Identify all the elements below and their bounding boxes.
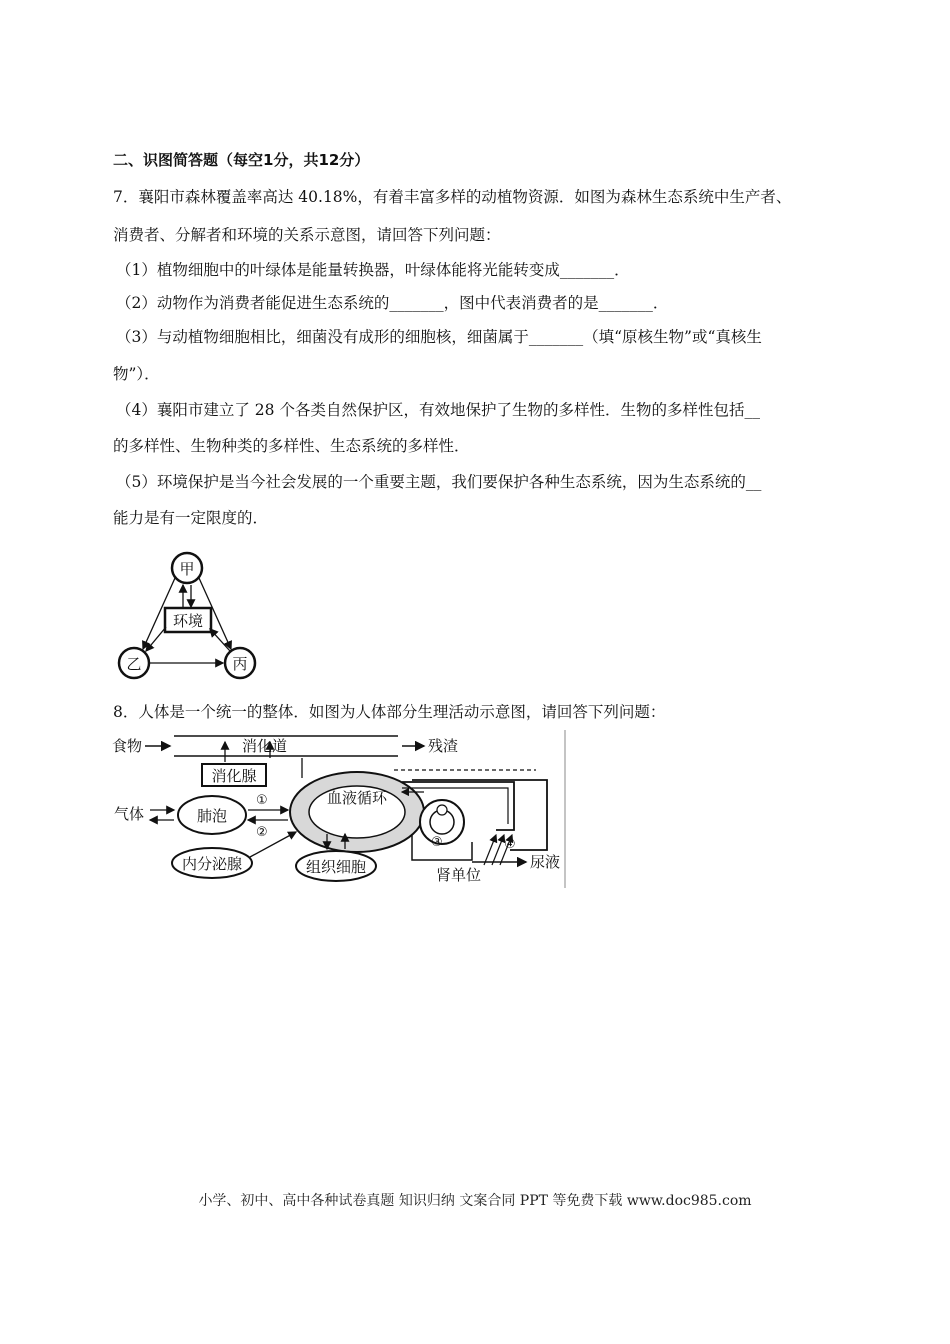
- q8-line-1: 8．人体是一个统一的整体．如图为人体部分生理活动示意图，请回答下列问题：: [113, 703, 666, 721]
- mark-4: ④: [504, 837, 516, 852]
- ecosystem-diagram: [112, 545, 262, 685]
- section-title: 二、识图简答题（每空1分，共12分）: [113, 151, 370, 169]
- q7-sub-5: （5）环境保护是当今社会发展的一个重要主题，我们要保护各种生态系统，因为生态系统的__: [116, 473, 762, 491]
- page-footer: 小学、初中、高中各种试卷真题 知识归纳 文案合同 PPT 等免费下载 www.doc985.com: [198, 1193, 752, 1209]
- q7-line-1: 7．襄阳市森林覆盖率高达 40.18%，有着丰富多样的动植物资源．如图为森林生态系统中生产者、: [113, 188, 792, 206]
- label-food: 食物: [112, 737, 143, 755]
- label-digestive-tract: 消化道: [242, 737, 288, 755]
- label-digestive-gland: 消化腺: [211, 767, 257, 785]
- node-jia-label: 甲: [179, 560, 195, 578]
- label-alveoli: 肺泡: [196, 807, 228, 825]
- node-bing-label: 丙: [232, 655, 248, 673]
- label-nephron: 肾单位: [436, 866, 482, 884]
- q7-sub-2: （2）动物作为消费者能促进生态系统的_______，图中代表消费者的是_______．: [116, 294, 669, 312]
- q7-sub-4-cont: 的多样性、生物种类的多样性、生态系统的多样性．: [113, 437, 470, 455]
- label-blood-circulation: 血液循环: [326, 789, 388, 807]
- mark-3: ③: [431, 835, 443, 850]
- mark-1: ①: [256, 793, 268, 808]
- q7-sub-3: （3）与动植物细胞相比，细菌没有成形的细胞核，细菌属于_______（填“原核生物”或“真核生: [116, 328, 762, 346]
- label-urine: 尿液: [530, 853, 561, 871]
- label-endocrine-gland: 内分泌腺: [181, 855, 243, 873]
- q7-sub-4: （4）襄阳市建立了 28 个各类自然保护区，有效地保护了生物的多样性．生物的多样性包括__: [116, 401, 760, 419]
- physiology-diagram: [112, 730, 572, 890]
- label-tissue-cells: 组织细胞: [305, 858, 367, 876]
- q7-line-2: 消费者、分解者和环境的关系示意图，请回答下列问题：: [113, 226, 501, 244]
- arrow-env-yi: [146, 627, 166, 651]
- q7-sub-3-cont: 物”）．: [113, 365, 160, 383]
- q7-sub-5-cont: 能力是有一定限度的．: [113, 509, 269, 527]
- node-yi-label: 乙: [126, 655, 142, 673]
- node-environment-label: 环境: [172, 612, 204, 630]
- q7-sub-1: （1）植物细胞中的叶绿体是能量转换器，叶绿体能将光能转变成_______．: [116, 261, 630, 279]
- label-gas: 气体: [114, 805, 145, 823]
- label-residue: 残渣: [428, 737, 459, 755]
- mark-2: ②: [256, 825, 268, 840]
